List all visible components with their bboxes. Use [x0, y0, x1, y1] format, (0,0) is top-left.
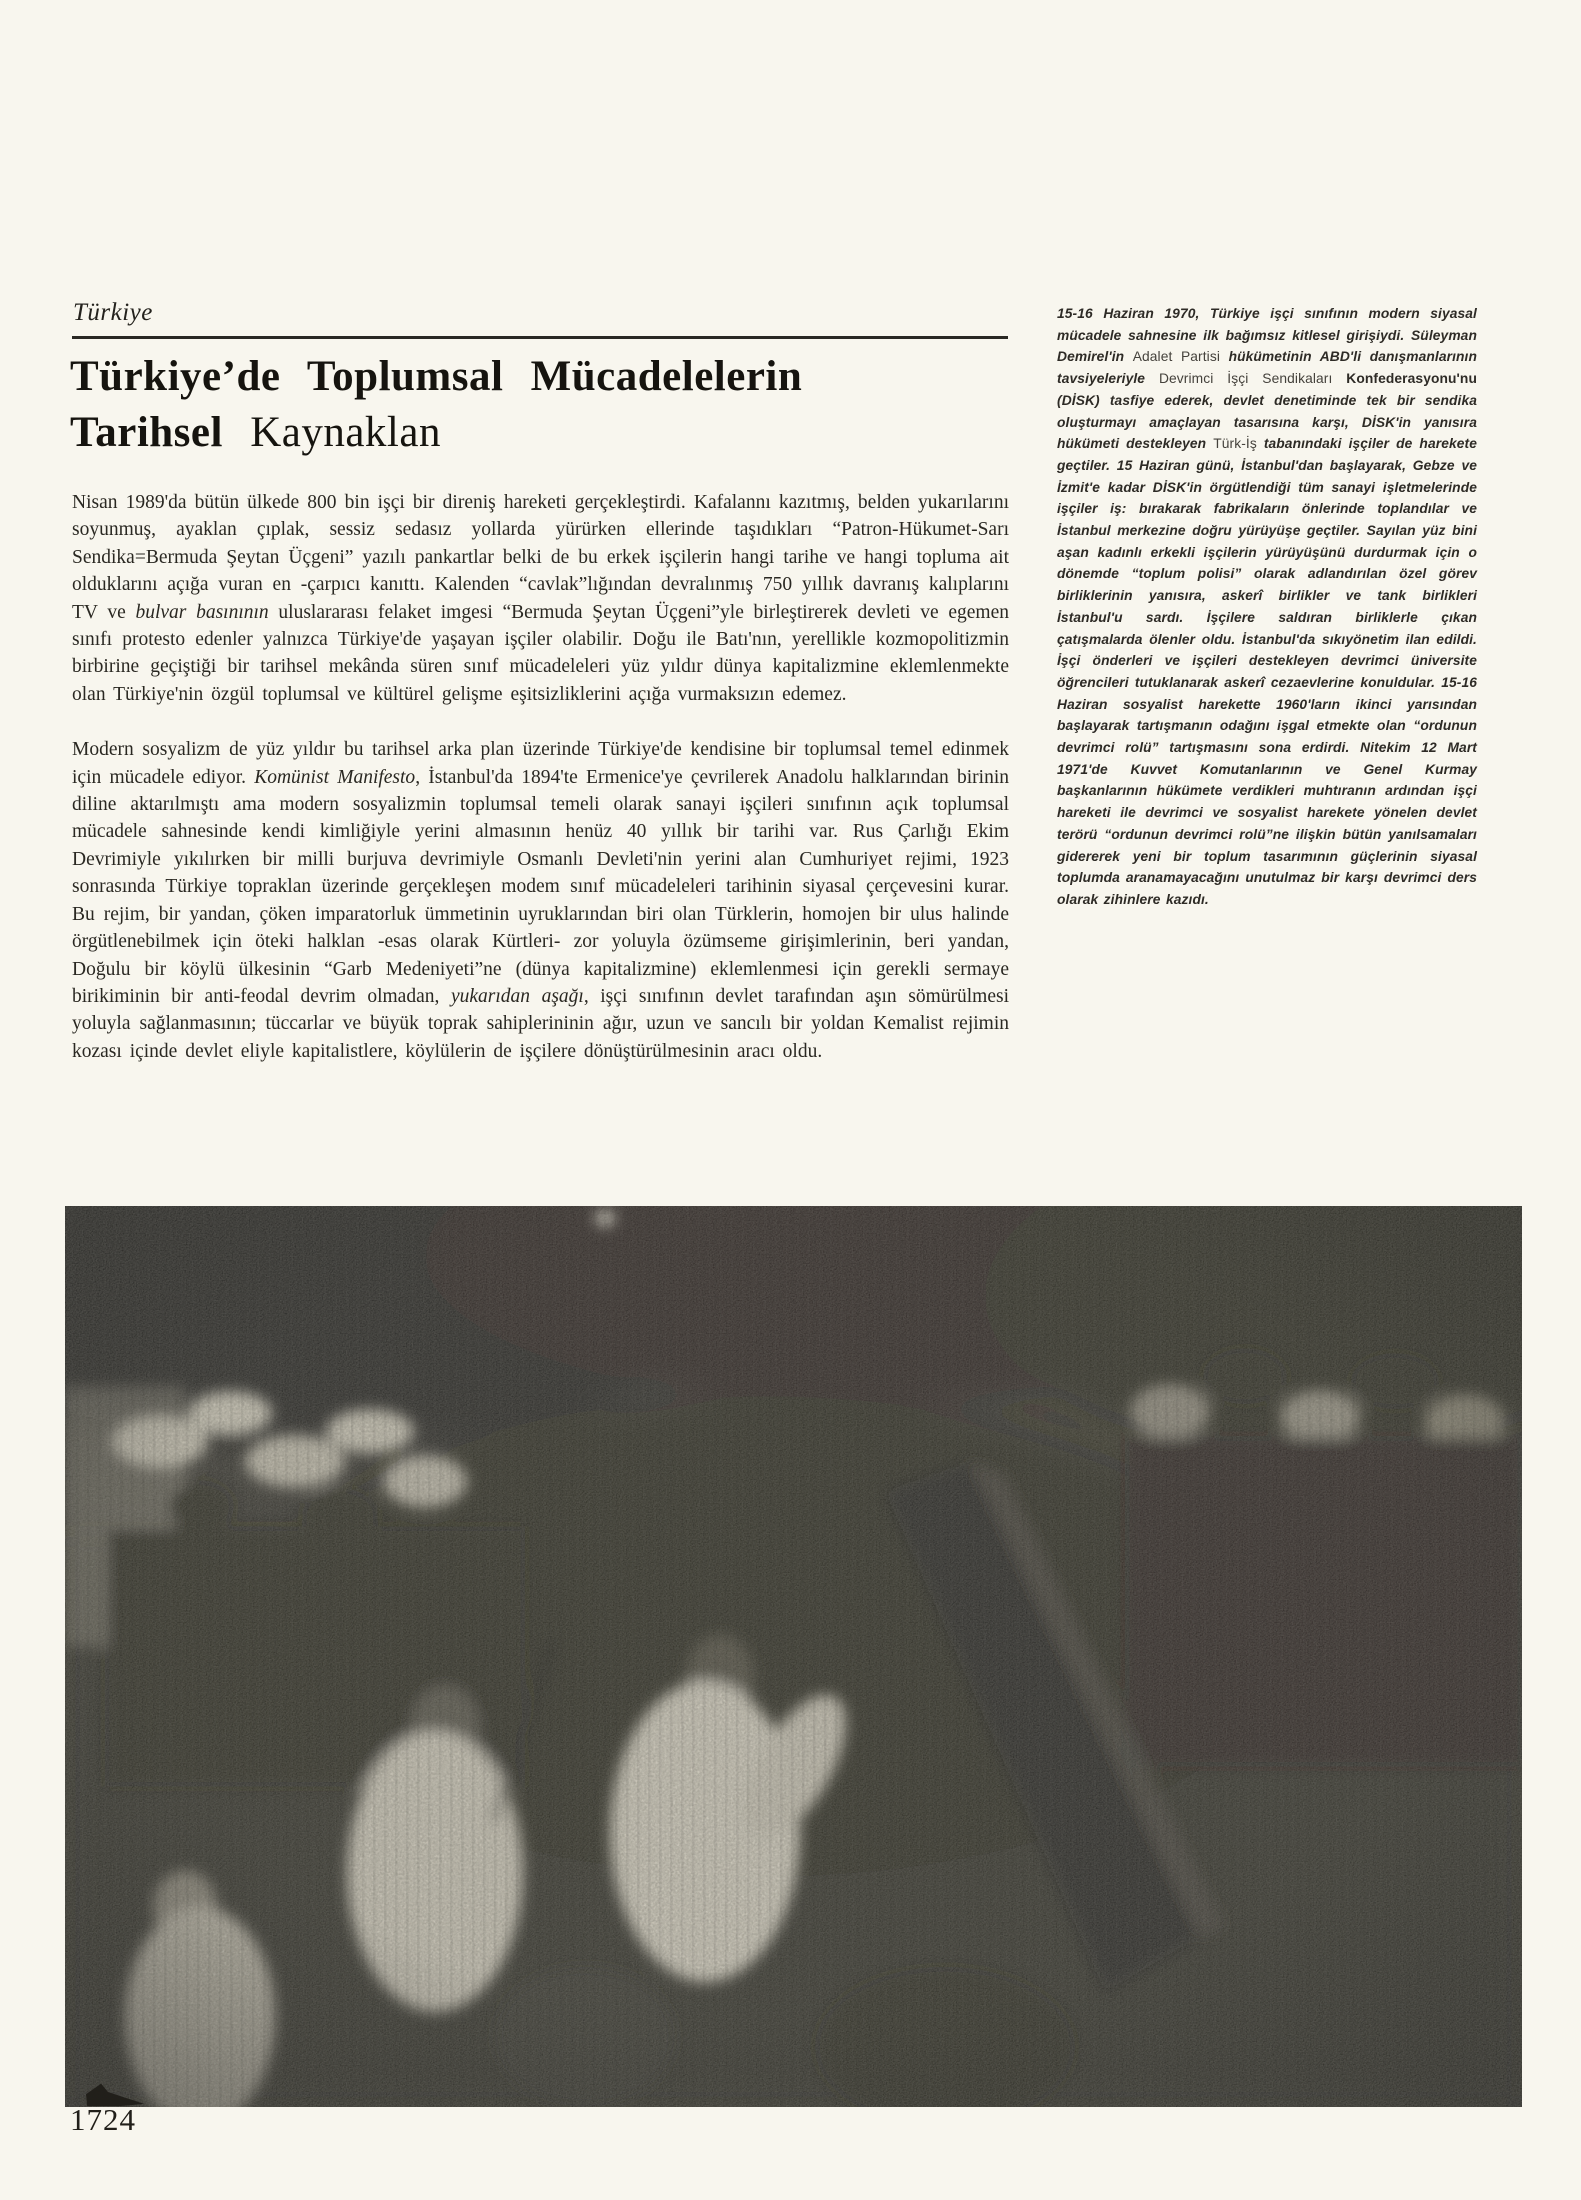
photograph-workers-march: [65, 1206, 1522, 2107]
text-run: Türk-İş: [1213, 436, 1264, 452]
article-paragraph-2: [72, 736, 1009, 1065]
title-line-1: [70, 349, 802, 405]
text-run: uluslararası felaket imgesi “Bermuda Şeytan Üçgeni”yle birleştirerek devleti ve egemen sınıfı protesto edenler yalnızca Türkiye'de yaşayan işçiler olabilir. Doğu ile Batı'nın, yerellikle kozmopolitizmin birbirine geçiştiği bir tarihsel mekânda süren sınıf mücadeleleri yüz yıldır dünya kapitalizmine eklemlenmekte olan Türkiye'nin özgül toplumsal ve kültürel gelişme eşitsizliklerini açığa vurmaksızın edemez.: [72, 601, 1009, 705]
text-run: Devrimci İşçi Sendikaları: [1158, 371, 1347, 387]
text-run: yukarıdan aşağı: [450, 985, 584, 1007]
text-run: Toplumsal Mücadelelerin: [306, 353, 803, 400]
article-paragraph-1: [72, 489, 1009, 708]
text-run: Kaynaklan: [250, 409, 441, 456]
page-title: [70, 349, 802, 461]
article-body: [72, 489, 1009, 1093]
text-run: Komünist Manifesto: [254, 766, 416, 788]
margin-note: [1057, 303, 1477, 911]
text-run: tabanındaki işçiler de harekete geçtiler. 15 Haziran günü, İstanbul'dan başlayarak, Gebze ve İzmit'e kadar DİSK'in örgütlendiği tüm sanayi işletmelerinde işçiler iş: bırakarak fabrikaların önlerinde toplandılar ve İstanbul merkezine doğru yürüyüşe geçtiler. Sayılan yüz bini aşan kadınlı erkekli işçilerin yürüyüşünü durdurmak için o dönemde “toplum polisi” olarak adlandırılan özel görev birliklerinin yanısıra, askerî birlikler ve tank birlikleri İstanbul'u sardı. İşçilere saldıran birliklerle çıkan çatışmalarda ölenler oldu. İstanbul'da sıkıyönetim ilan edildi. İşçi önderleri ve işçileri destekleyen devrimci üniversite öğrencileri tutuklanarak askerî cezaevlerine konuldular. 15-16 Haziran sosyalist harekette 1960'ların ikinci yarısından başlayarak tartışmanın odağını işgal etmekte olan “ordunun devrimci rolü” tartışmasını sona erdirdi. Nitekim 12 Mart 1971'de Kuvvet Komutanlarının ve Genel Kurmay başkanlarının hükümete verdikleri muhtıranın ardından işçi hareketi ile devrimci ve sosyalist harekete yönelen devlet terörü “ordunun devrimci rolü”ne ilişkin bütün yanılsamaları gidererek yeni bir toplum tasarımının güçlerinin siyasal toplumda aranamayacağını unutulmaz bir karşı devrimci ders olarak zihinlere kazıdı.: [1057, 436, 1477, 907]
section-kicker: Türkiye: [73, 299, 153, 326]
text-run: Modern sosyalizm de yüz yıldır bu tarihsel arka plan üzerinde Türkiye'de kendisine bir toplumsal temel edinmek için mücadele ediyor.: [72, 739, 1009, 788]
text-run: , işçi sınıfının devlet tarafından aşın sömürülmesi yoluyla sağlanmasının; tüccarlar ve büyük toprak sahiplerininin ağır, uzun ve sancılı bir yoldan Kemalist rejimin kozası içinde devlet eliyle kapitalistlere, köylülerin de işçilere dönüştürülmesinin aracı oldu.: [72, 985, 1009, 1062]
text-run: Adalet Partisi: [1132, 349, 1229, 365]
text-run: bulvar basınının: [135, 601, 269, 623]
text-run: 15-16 Haziran 1970, Türkiye işçi sınıfının modern siyasal mücadele sahnesine ilk bağımsız kitlesel girişiydi. Süleyman Demirel'in: [1057, 306, 1477, 365]
photo-grain-dark: [65, 1206, 1522, 2107]
text-run: hükümetinin ABD'li danışmanlarının tavsiyeleriyle: [1057, 349, 1477, 387]
text-run: Nisan 1989'da bütün ülkede 800 bin işçi bir direniş hareketi gerçekleştirdi. Kafalannı kazıtmış, belden yukarılarını soyunmuş, ayaklan çıplak, sessiz sedasız yollarda yürürken ellerinde taşıdıkları “Patron-Hükumet-Sarı Sendika=Bermuda Şeytan Üçgeni” yazılı pankartlar belki de bu erkek işçilerin hangi tarihe ve hangi topluma ait olduklarını açığa vuran en -çarpıcı kanıttı. Kalenden “cavlak”lığından devralınmış 750 yıllık davranış kalıplarını TV ve: [72, 492, 1009, 623]
page-number: 1724: [70, 2102, 136, 2137]
text-run: , İstanbul'da 1894'te Ermenice'ye çevrilerek Anadolu halklarından birinin diline aktarılmıştı ama modern sosyalizmin toplumsal temeli olarak sanayi işçileri sınıfının açık toplumsal mücadele sahnesinde kendi kimliğiyle yerini almasının henüz 40 yıllık bir tarihi var. Rus Çarlığı Ekim Devrimiyle yıkılırken bir milli burjuva devrimiyle Osmanlı Devleti'nin yerini alan Cumhuriyet rejimi, 1923 sonrasında Türkiye topraklan üzerinde gerçekleşen modem sınıf mücadeleleri tarihinin siyasal çerçevesini kurar. Bu rejim, bir yandan, çöken imparatorluk ümmetinin uyruklarından biri olan Türklerin, homojen bir ulus halinde örgütlenebilmek için öteki halklan -esas olarak Kürtleri- zor yoluyla özümseme girişimlerinin, beri yandan, Doğulu bir köylü ülkesinin “Garb Medeniyeti”ne (dünya kapitalizmine) eklemlenmesi için gerekli sermaye birikiminin bir anti-feodal devrim olmadan,: [72, 766, 1009, 1007]
text-run: Tarihsel: [70, 409, 251, 456]
text-run: Türkiye’de: [70, 353, 307, 400]
text-run: Konfederasyonu'nu: [1346, 371, 1477, 387]
text-run: (DİSK) tasfiye ederek, devlet denetiminde tek bir sendika oluşturmayı amaçlayan tasarısına karşı, DİSK'in yanısıra hükümeti destekleyen: [1057, 392, 1477, 452]
title-line-2: [70, 405, 802, 461]
header-rule: [72, 336, 1008, 339]
